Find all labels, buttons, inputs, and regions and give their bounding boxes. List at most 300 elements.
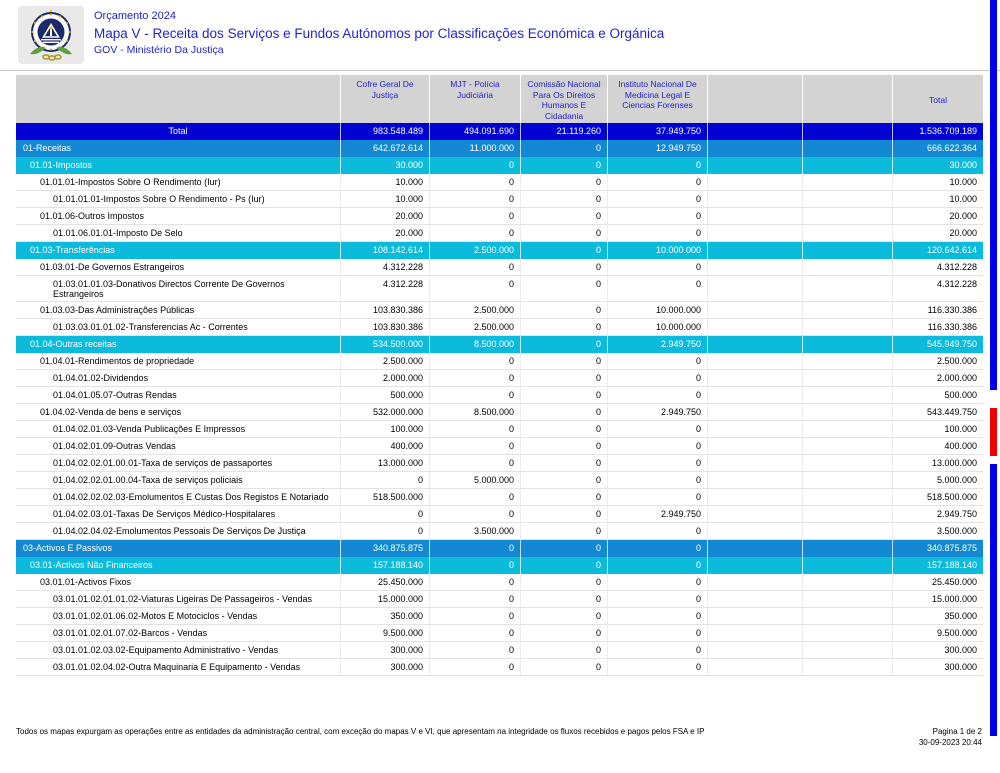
table-row — [16, 140, 983, 157]
table-row — [16, 625, 983, 642]
page-title: Mapa V - Receita dos Serviços e Fundos Autónomos por Classificações Económica e Orgánica — [94, 26, 665, 41]
row-value: 500.000 — [893, 387, 983, 404]
row-value: 0 — [430, 608, 521, 625]
row-value: 0 — [608, 455, 708, 472]
row-value: 30.000 — [949, 160, 977, 170]
column-header — [803, 75, 893, 123]
table-row — [16, 438, 983, 455]
footer-note: Todos os mapas expurgam as operações entre as entidades da administração central, com exceção do mapas V e VI, que apresentam na integridade os fluxos recebidos e pagos pelos FSA e IP — [16, 727, 705, 736]
row-value — [708, 557, 803, 574]
ministry-subtitle: GOV - Ministério Da Justiça — [94, 44, 224, 56]
row-value: 2.000.000 — [893, 370, 983, 387]
row-label: Total — [16, 123, 341, 140]
row-value: 2.949.750 — [893, 506, 983, 523]
row-value: 543.449.750 — [893, 404, 983, 421]
row-value: 8.500.000 — [430, 336, 521, 353]
row-value: 103.830.386 — [341, 319, 430, 336]
row-value — [803, 174, 893, 191]
row-value: 0 — [521, 157, 608, 174]
row-value: 300.000 — [341, 642, 430, 659]
row-value: 0 — [608, 472, 708, 489]
table-row — [16, 540, 983, 557]
row-value: 10.000.000 — [608, 302, 708, 319]
column-header: Total — [929, 94, 947, 105]
row-value — [803, 574, 893, 591]
row-value: 12.949.750 — [608, 140, 708, 157]
row-value — [708, 506, 803, 523]
table-row — [16, 191, 983, 208]
row-value: 108.142.614 — [341, 242, 430, 259]
table-row — [16, 336, 983, 353]
row-value: 13.000.000 — [341, 455, 430, 472]
row-value: 0 — [341, 506, 430, 523]
row-value: 494.091.690 — [430, 123, 521, 140]
row-value: 0 — [521, 319, 608, 336]
edge-bar-blue-top — [990, 0, 997, 390]
row-value: 20.000 — [893, 208, 983, 225]
row-value: 0 — [608, 659, 708, 676]
table-row — [16, 608, 983, 625]
row-value: 350.000 — [893, 608, 983, 625]
row-value — [803, 157, 893, 174]
row-label: 01.04.02-Venda de bens e serviços — [16, 404, 341, 421]
row-label: 03.01.01.02.01.07.02-Barcos - Vendas — [16, 625, 341, 642]
cabo-verde-emblem-icon — [22, 8, 80, 62]
table-row — [16, 225, 983, 242]
table-row — [16, 404, 983, 421]
row-value: 0 — [430, 276, 521, 302]
row-value: 21.119.260 — [521, 123, 608, 140]
row-value: 0 — [430, 174, 521, 191]
row-value: 0 — [521, 591, 608, 608]
row-value: 340.875.875 — [341, 540, 430, 557]
row-label: 01.01.06.01.01-Imposto De Selo — [16, 225, 341, 242]
row-value: 400.000 — [893, 438, 983, 455]
row-value: 0 — [608, 574, 708, 591]
row-value: 0 — [430, 591, 521, 608]
table-row — [16, 123, 983, 140]
row-value: 10.000.000 — [608, 242, 708, 259]
row-value: 116.330.386 — [893, 319, 983, 336]
row-value: 0 — [608, 353, 708, 370]
row-label: 03.01.01-Activos Fixos — [16, 574, 341, 591]
table-row — [16, 208, 983, 225]
row-value: 3.500.000 — [893, 523, 983, 540]
row-value: 0 — [521, 438, 608, 455]
row-value — [803, 225, 893, 242]
row-value: 0 — [430, 642, 521, 659]
table-row — [16, 557, 983, 574]
row-value: 0 — [608, 370, 708, 387]
row-value: 0 — [608, 259, 708, 276]
row-label: 01.04.01.05.07-Outras Rendas — [16, 387, 341, 404]
row-value — [708, 387, 803, 404]
row-value: 100.000 — [893, 421, 983, 438]
row-value: 2.949.750 — [608, 506, 708, 523]
table-row — [16, 387, 983, 404]
row-value: 2.000.000 — [341, 370, 430, 387]
row-value: 2.949.750 — [608, 404, 708, 421]
row-value: 0 — [608, 642, 708, 659]
row-value: 157.188.140 — [926, 560, 977, 570]
row-value: 0 — [430, 259, 521, 276]
table-row — [16, 421, 983, 438]
row-value: 0 — [521, 421, 608, 438]
row-label: 01.04-Outras receitas — [16, 336, 341, 353]
column-header: MJT - Polícia Judiciária — [430, 75, 521, 123]
row-value: 103.830.386 — [341, 302, 430, 319]
revenue-table — [16, 75, 983, 676]
row-value: 2.500.000 — [341, 353, 430, 370]
row-label: 01.04.02.01.03-Venda Publicações E Impressos — [16, 421, 341, 438]
row-value: 30.000 — [341, 157, 430, 174]
row-value: 10.000 — [893, 191, 983, 208]
row-value: 25.450.000 — [893, 574, 983, 591]
row-value: 100.000 — [341, 421, 430, 438]
row-label: 03.01.01.02.04.02-Outra Maquinaria E Equipamento - Vendas — [16, 659, 341, 676]
row-value: 0 — [608, 421, 708, 438]
row-value — [803, 259, 893, 276]
row-value: 2.500.000 — [430, 302, 521, 319]
header-divider — [0, 70, 1000, 71]
row-value: 0 — [608, 208, 708, 225]
row-value — [803, 625, 893, 642]
row-value: 25.450.000 — [341, 574, 430, 591]
row-value: 4.312.228 — [341, 276, 430, 302]
row-value: 13.000.000 — [893, 455, 983, 472]
row-value — [708, 225, 803, 242]
row-value: 0 — [430, 625, 521, 642]
row-value — [803, 123, 893, 140]
row-value — [708, 191, 803, 208]
row-label: 01.01.01.01-Impostos Sobre O Rendimento - Ps (Iur) — [16, 191, 341, 208]
row-value: 3.500.000 — [430, 523, 521, 540]
row-value: 0 — [608, 225, 708, 242]
row-value: 2.500.000 — [430, 319, 521, 336]
row-value — [803, 591, 893, 608]
table-header-row — [16, 75, 983, 123]
row-value — [708, 625, 803, 642]
table-row — [16, 319, 983, 336]
row-value — [708, 353, 803, 370]
row-value — [708, 157, 803, 174]
row-value — [708, 276, 803, 302]
edge-bar-blue-bottom — [990, 464, 997, 736]
row-value: 642.672.614 — [341, 140, 430, 157]
row-value — [803, 506, 893, 523]
row-value: 0 — [608, 387, 708, 404]
row-value: 0 — [521, 259, 608, 276]
row-value — [803, 140, 893, 157]
row-label: 01-Receitas — [16, 140, 341, 157]
row-value: 0 — [430, 540, 521, 557]
row-value: 116.330.386 — [893, 302, 983, 319]
row-value — [803, 472, 893, 489]
row-value: 20.000 — [341, 225, 430, 242]
row-label: 01.04.02.01.09-Outras Vendas — [16, 438, 341, 455]
row-value: 0 — [521, 276, 608, 302]
row-value — [803, 540, 893, 557]
table-row — [16, 276, 983, 302]
row-value: 0 — [521, 659, 608, 676]
row-value: 10.000 — [341, 174, 430, 191]
row-value — [708, 404, 803, 421]
table-row — [16, 642, 983, 659]
row-value: 0 — [608, 591, 708, 608]
row-value — [708, 438, 803, 455]
budget-year-label: Orçamento 2024 — [94, 10, 176, 22]
table-row — [16, 370, 983, 387]
row-value: 0 — [521, 191, 608, 208]
row-value — [708, 208, 803, 225]
row-value: 2.949.750 — [608, 336, 708, 353]
table-row — [16, 523, 983, 540]
table-row — [16, 157, 983, 174]
row-value: 0 — [521, 242, 608, 259]
row-label: 01.04.02.02.01.00.04-Taxa de serviços policiais — [16, 472, 341, 489]
row-value — [708, 259, 803, 276]
row-value: 0 — [430, 191, 521, 208]
row-value — [708, 421, 803, 438]
row-value: 0 — [521, 642, 608, 659]
column-header: Cofre Geral De Justiça — [341, 75, 430, 123]
row-value — [803, 302, 893, 319]
row-value: 0 — [430, 157, 521, 174]
row-value: 9.500.000 — [893, 625, 983, 642]
row-value: 0 — [521, 140, 608, 157]
row-value: 0 — [430, 225, 521, 242]
row-value: 10.000 — [893, 174, 983, 191]
row-value: 0 — [521, 353, 608, 370]
row-value — [803, 489, 893, 506]
row-value — [803, 659, 893, 676]
row-value: 0 — [430, 208, 521, 225]
row-value: 2.500.000 — [893, 353, 983, 370]
row-value — [708, 574, 803, 591]
column-header: Instituto Nacional De Medicina Legal E Ciencias Forenses — [608, 75, 708, 123]
row-value — [803, 242, 893, 259]
row-value — [708, 302, 803, 319]
row-value: 983.548.489 — [341, 123, 430, 140]
row-value: 0 — [608, 157, 708, 174]
row-label: 03-Activos E Passivos — [16, 540, 341, 557]
row-value: 15.000.000 — [893, 591, 983, 608]
row-label: 01.04.02.03.01-Taxas De Serviços Médico-Hospitalares — [16, 506, 341, 523]
row-value: 4.312.228 — [341, 259, 430, 276]
row-value: 300.000 — [893, 642, 983, 659]
row-value: 0 — [521, 370, 608, 387]
row-value: 0 — [430, 370, 521, 387]
row-value: 0 — [430, 421, 521, 438]
row-value: 0 — [608, 625, 708, 642]
table-row — [16, 353, 983, 370]
row-value: 9.500.000 — [341, 625, 430, 642]
row-value — [803, 208, 893, 225]
row-value — [708, 455, 803, 472]
row-value — [803, 387, 893, 404]
row-value: 518.500.000 — [893, 489, 983, 506]
row-value — [708, 523, 803, 540]
row-value — [803, 438, 893, 455]
row-value: 0 — [521, 302, 608, 319]
row-value: 120.642.614 — [926, 245, 977, 255]
row-value: 0 — [521, 625, 608, 642]
row-value: 518.500.000 — [341, 489, 430, 506]
row-value — [708, 242, 803, 259]
row-value: 10.000.000 — [608, 319, 708, 336]
table-row — [16, 259, 983, 276]
row-value: 400.000 — [341, 438, 430, 455]
row-value — [803, 276, 893, 302]
row-value — [803, 455, 893, 472]
row-value: 0 — [430, 353, 521, 370]
table-row — [16, 302, 983, 319]
row-value: 0 — [521, 608, 608, 625]
row-value — [708, 174, 803, 191]
row-value: 0 — [608, 276, 708, 302]
row-value: 0 — [608, 540, 708, 557]
row-label: 01.01.01-Impostos Sobre O Rendimento (Iur) — [16, 174, 341, 191]
row-value — [803, 404, 893, 421]
row-value: 0 — [430, 489, 521, 506]
row-value — [708, 642, 803, 659]
row-value — [803, 319, 893, 336]
table-row — [16, 506, 983, 523]
row-value: 0 — [430, 574, 521, 591]
row-value: 0 — [521, 174, 608, 191]
edge-bar-red — [990, 408, 997, 456]
row-value: 0 — [341, 472, 430, 489]
row-value: 1.536.709.189 — [919, 126, 977, 136]
page-number: Pagina 1 de 2 — [932, 727, 982, 736]
row-label: 01.01-Impostos — [16, 157, 341, 174]
row-label: 01.04.02.02.01.00.01-Taxa de serviços de passaportes — [16, 455, 341, 472]
row-value: 0 — [521, 489, 608, 506]
row-value: 11.000.000 — [430, 140, 521, 157]
row-value: 0 — [608, 523, 708, 540]
row-label: 01.03-Transferências — [16, 242, 341, 259]
row-label: 01.03.01-De Governos Estrangeiros — [16, 259, 341, 276]
table-row — [16, 591, 983, 608]
row-value: 500.000 — [341, 387, 430, 404]
report-header — [18, 6, 664, 64]
row-value: 0 — [430, 506, 521, 523]
row-value: 0 — [608, 557, 708, 574]
row-value: 0 — [608, 608, 708, 625]
table-row — [16, 455, 983, 472]
row-label: 03.01.01.02.01.06.02-Motos E Motociclos - Vendas — [16, 608, 341, 625]
row-value: 0 — [521, 387, 608, 404]
row-value: 0 — [521, 574, 608, 591]
table-row — [16, 574, 983, 591]
column-header-empty — [16, 75, 341, 123]
row-value: 0 — [430, 438, 521, 455]
row-value: 0 — [521, 208, 608, 225]
row-value: 0 — [521, 336, 608, 353]
row-label: 01.01.06-Outros Impostos — [16, 208, 341, 225]
table-row — [16, 659, 983, 676]
row-label: 01.03.03.01.01.02-Transferencias Ac - Correntes — [16, 319, 341, 336]
row-value: 0 — [521, 506, 608, 523]
row-value: 666.622.364 — [926, 143, 977, 153]
row-value — [803, 523, 893, 540]
row-value: 534.500.000 — [341, 336, 430, 353]
row-value: 20.000 — [341, 208, 430, 225]
cabo-verde-emblem-logo — [18, 6, 84, 64]
column-header: Comissão Nacional Para Os Direitos Humanos E Cidadania — [521, 75, 608, 123]
row-value: 5.000.000 — [430, 472, 521, 489]
row-value: 0 — [430, 557, 521, 574]
row-value — [708, 123, 803, 140]
row-value: 0 — [521, 540, 608, 557]
row-label: 01.04.01-Rendimentos de propriedade — [16, 353, 341, 370]
row-value — [803, 191, 893, 208]
row-value — [708, 608, 803, 625]
row-value — [803, 370, 893, 387]
row-label: 03.01-Activos Não Financeiros — [16, 557, 341, 574]
row-value: 0 — [430, 387, 521, 404]
row-value: 20.000 — [893, 225, 983, 242]
table-row — [16, 472, 983, 489]
row-value: 340.875.875 — [926, 543, 977, 553]
row-label: 01.04.02.04.02-Emolumentos Pessoais De Serviços De Justiça — [16, 523, 341, 540]
row-value: 37.949.750 — [608, 123, 708, 140]
row-value — [708, 140, 803, 157]
row-value — [708, 489, 803, 506]
row-label: 01.03.03-Das Administrações Públicas — [16, 302, 341, 319]
row-value: 8.500.000 — [430, 404, 521, 421]
row-value: 0 — [521, 455, 608, 472]
row-value — [803, 642, 893, 659]
row-value: 4.312.228 — [893, 276, 983, 302]
row-value: 0 — [608, 191, 708, 208]
row-value: 0 — [521, 472, 608, 489]
row-value — [708, 659, 803, 676]
row-value: 5.000.000 — [893, 472, 983, 489]
row-value: 157.188.140 — [341, 557, 430, 574]
row-value: 545.949.750 — [926, 339, 977, 349]
row-value: 2.500.000 — [430, 242, 521, 259]
column-header — [708, 75, 803, 123]
row-value — [803, 557, 893, 574]
row-label: 03.01.01.02.03.02-Equipamento Administrativo - Vendas — [16, 642, 341, 659]
row-value: 4.312.228 — [893, 259, 983, 276]
row-value: 10.000 — [341, 191, 430, 208]
row-value: 300.000 — [341, 659, 430, 676]
row-label: 01.04.01.02-Dividendos — [16, 370, 341, 387]
row-label: 03.01.01.02.01.01.02-Viaturas Ligeiras De Passageiros - Vendas — [16, 591, 341, 608]
row-value: 0 — [608, 489, 708, 506]
row-value: 300.000 — [893, 659, 983, 676]
footer-page-info — [919, 727, 982, 748]
table-row — [16, 174, 983, 191]
row-value — [803, 336, 893, 353]
row-value: 0 — [430, 659, 521, 676]
row-value: 0 — [521, 557, 608, 574]
table-row — [16, 242, 983, 259]
row-label: 01.04.02.02.02.03-Emolumentos E Custas Dos Registos E Notariado — [16, 489, 341, 506]
row-value: 0 — [521, 404, 608, 421]
row-value: 350.000 — [341, 608, 430, 625]
row-value — [708, 540, 803, 557]
row-value: 0 — [430, 455, 521, 472]
row-value: 532.000.000 — [341, 404, 430, 421]
row-value: 0 — [341, 523, 430, 540]
table-row — [16, 489, 983, 506]
row-value: 0 — [608, 438, 708, 455]
row-value: 0 — [521, 225, 608, 242]
row-value — [708, 370, 803, 387]
